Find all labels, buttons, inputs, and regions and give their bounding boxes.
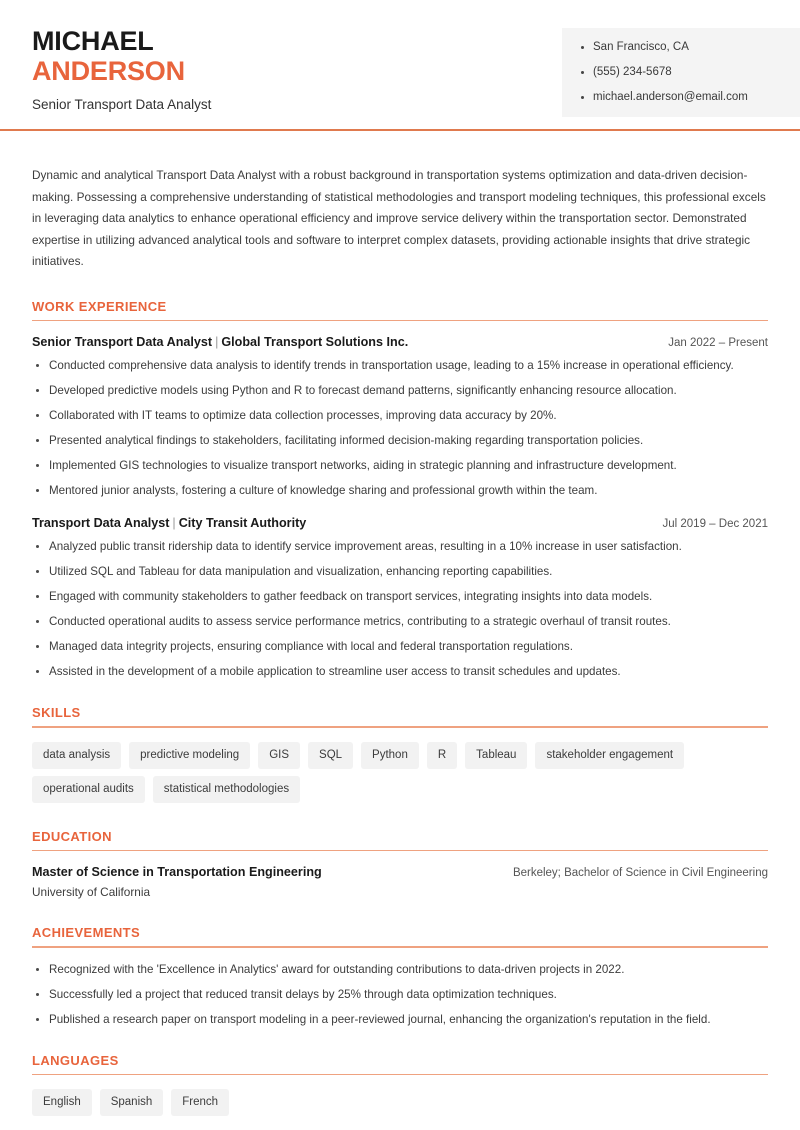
bullet-item: Recognized with the 'Excellence in Analytics' award for outstanding contributions to data-driven projects in 2022. xyxy=(32,962,768,977)
section-title-education: EDUCATION xyxy=(32,828,112,844)
header-divider xyxy=(0,129,800,131)
bullet-item: Managed data integrity projects, ensuring compliance with local and federal transportation regulations. xyxy=(32,639,768,654)
skill-chip: predictive modeling xyxy=(129,742,250,769)
section-title-languages: LANGUAGES xyxy=(32,1052,119,1068)
section-divider xyxy=(32,320,768,322)
contact-email: michael.anderson@email.com xyxy=(580,91,800,104)
skill-chip: SQL xyxy=(308,742,353,769)
section-work-experience xyxy=(32,299,768,680)
last-name: ANDERSON xyxy=(32,56,185,86)
experience-entry-header xyxy=(32,516,768,530)
resume-header xyxy=(0,0,800,131)
bullet-item: Presented analytical findings to stakeholders, facilitating informed decision-making regarding transportation policies. xyxy=(32,433,768,448)
education-detail: Berkeley; Bachelor of Science in Civil Engineering xyxy=(512,867,768,879)
experience-entry xyxy=(32,335,768,498)
achievements-list xyxy=(32,962,768,1027)
section-divider xyxy=(32,726,768,728)
skill-chip: Tableau xyxy=(465,742,527,769)
bullet-item: Engaged with community stakeholders to gather feedback on transport services, integrating insights into data models. xyxy=(32,589,768,604)
section-languages xyxy=(32,1053,768,1117)
contact-phone: (555) 234-5678 xyxy=(580,66,800,79)
bullet-item: Analyzed public transit ridership data to identify service improvement areas, resulting in a 10% increase in user satisfaction. xyxy=(32,539,768,554)
section-divider xyxy=(32,1074,768,1076)
bullet-item: Conducted operational audits to assess service performance metrics, contributing to a strategic overhaul of transit routes. xyxy=(32,614,768,629)
experience-title xyxy=(32,516,306,530)
experience-bullets xyxy=(32,358,768,498)
languages-chip-list xyxy=(32,1089,768,1116)
bullet-item: Published a research paper on transport modeling in a peer-reviewed journal, enhancing the organization's reputation in the field. xyxy=(32,1012,768,1027)
skill-chip: operational audits xyxy=(32,776,145,803)
skill-chip: data analysis xyxy=(32,742,121,769)
title-separator: | xyxy=(172,516,176,530)
first-name: MICHAEL xyxy=(32,26,154,56)
section-divider xyxy=(32,850,768,852)
contact-list xyxy=(580,41,800,104)
language-chip: English xyxy=(32,1089,92,1116)
education-degree: Master of Science in Transportation Engineering xyxy=(32,865,322,879)
bullet-item: Mentored junior analysts, fostering a culture of knowledge sharing and professional growth within the team. xyxy=(32,483,768,498)
title-separator: | xyxy=(215,335,219,349)
bullet-item: Developed predictive models using Python and R to forecast demand patterns, significantly enhancing resource allocation. xyxy=(32,383,768,398)
skill-chip: R xyxy=(427,742,457,769)
resume-content xyxy=(0,165,800,1116)
section-achievements xyxy=(32,925,768,1027)
experience-company: City Transit Authority xyxy=(178,516,307,530)
language-chip: French xyxy=(171,1089,229,1116)
experience-title xyxy=(32,335,408,349)
bullet-item: Successfully led a project that reduced transit delays by 25% through data optimization techniques. xyxy=(32,987,768,1002)
section-title-work-experience: WORK EXPERIENCE xyxy=(32,298,167,314)
professional-summary: Dynamic and analytical Transport Data Analyst with a robust background in transportation systems optimization and data-driven decision-making. Possessing a comprehensive understanding of statistical methodologies and transport modeling techniques, this professional excels in leveraging data analytics to enhance operational efficiency and improve service delivery within the transportation sector. Demonstrated expertise in utilizing advanced analytical tools and software to interpret complex datasets, providing actionable insights that drive strategic initiatives. xyxy=(32,168,766,268)
skill-chip: statistical methodologies xyxy=(153,776,300,803)
experience-entry-header xyxy=(32,335,768,349)
section-education xyxy=(32,829,768,900)
skills-chip-list xyxy=(32,742,768,803)
section-title-achievements: ACHIEVEMENTS xyxy=(32,925,141,940)
section-divider xyxy=(32,946,768,948)
experience-role: Senior Transport Data Analyst xyxy=(32,335,213,349)
contact-location: San Francisco, CA xyxy=(580,41,800,54)
experience-bullets xyxy=(32,539,768,679)
experience-entry xyxy=(32,516,768,679)
bullet-item: Implemented GIS technologies to visualize transport networks, aiding in strategic planning and infrastructure development. xyxy=(32,458,768,473)
skill-chip: stakeholder engagement xyxy=(535,742,684,769)
header-job-title: Senior Transport Data Analyst xyxy=(32,97,212,112)
language-chip: Spanish xyxy=(100,1089,164,1116)
bullet-item: Conducted comprehensive data analysis to identify trends in transportation usage, leading to a 15% increase in operational efficiency. xyxy=(32,358,768,373)
experience-role: Transport Data Analyst xyxy=(32,516,170,530)
section-skills xyxy=(32,705,768,803)
skill-chip: Python xyxy=(361,742,419,769)
skill-chip: GIS xyxy=(258,742,300,769)
bullet-item: Utilized SQL and Tableau for data manipulation and visualization, enhancing reporting capabilities. xyxy=(32,564,768,579)
identity-block xyxy=(32,26,211,113)
contact-block xyxy=(562,28,800,117)
experience-date: Jul 2019 – Dec 2021 xyxy=(662,518,768,530)
experience-date: Jan 2022 – Present xyxy=(668,337,768,349)
section-title-skills: SKILLS xyxy=(32,705,81,720)
bullet-item: Collaborated with IT teams to optimize data collection processes, improving data accuracy by 20%. xyxy=(32,408,768,423)
education-school: University of California xyxy=(32,885,151,899)
bullet-item: Assisted in the development of a mobile application to streamline user access to transit schedules and updates. xyxy=(32,664,768,679)
education-entry-header xyxy=(32,865,768,879)
experience-company: Global Transport Solutions Inc. xyxy=(221,335,409,349)
